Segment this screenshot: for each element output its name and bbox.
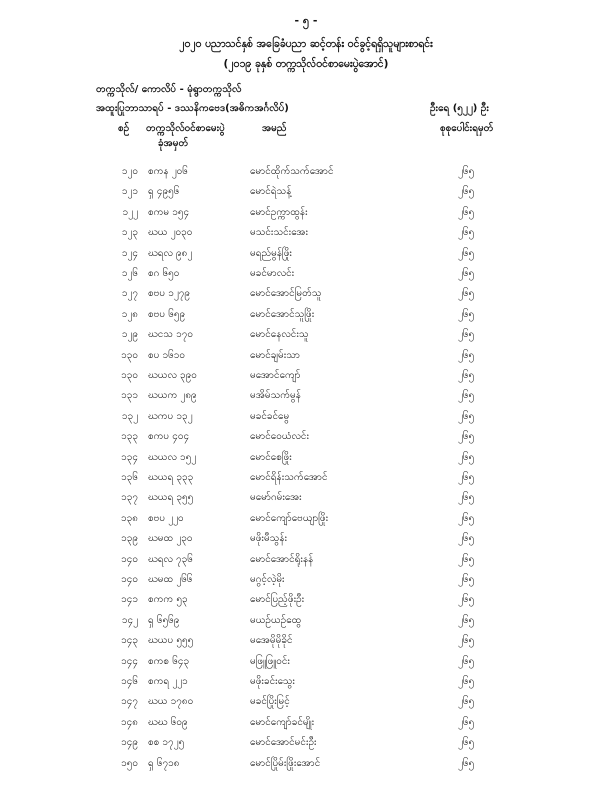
- row-exam-id: ဃယလ ၁၅၂: [148, 451, 197, 463]
- page-number: - ၅ -: [294, 14, 318, 27]
- row-score: ၂၆၅: [458, 166, 475, 177]
- table-row: [0, 633, 612, 649]
- row-score: ၂၆၅: [458, 329, 475, 341]
- row-exam-id: စကက ၅၃: [148, 594, 188, 606]
- row-name: မောင်ပြိုမ်းဖြိုးအောင်: [250, 757, 321, 769]
- row-score: ၂၆၅: [458, 451, 475, 463]
- table-row: [0, 286, 612, 302]
- row-number: ၁၂၄: [121, 247, 138, 259]
- row-number: ၁၃၉: [121, 533, 138, 545]
- row-number: ၁၂၁: [121, 186, 138, 198]
- row-exam-id: ဃယ ၂၀၃၀: [148, 227, 193, 239]
- row-number: ၁၂၆: [121, 268, 138, 279]
- table-row: [0, 348, 612, 364]
- row-exam-id: ဃမထ ၂၃၀: [148, 533, 193, 545]
- row-name: မောင်အောင်မြတ်သူ: [250, 288, 322, 300]
- row-exam-id: စစ ၁၇၂၅: [148, 737, 185, 749]
- table-row: [0, 450, 612, 466]
- row-name: မဖြူဖြူဝင်း: [250, 655, 290, 667]
- row-name: မောင်အောင်မင်းဦး: [250, 737, 317, 749]
- row-exam-id: ဃယ ၁၇၈၀: [148, 696, 194, 708]
- row-name: မသင်းသင်းအေး: [250, 227, 308, 239]
- table-row: [0, 572, 612, 588]
- row-number: ၁၂၇: [121, 288, 138, 300]
- row-name: မခင်မာလင်း: [250, 268, 295, 279]
- row-name: မောင်ပြည့်ဖိုးဦး: [250, 594, 305, 606]
- row-score: ၂၆၅: [458, 410, 475, 422]
- header-name: အမည်: [262, 123, 287, 134]
- row-score: ၂၆၅: [458, 431, 475, 443]
- row-name: မောင်အောင်ရိုးနန်: [250, 553, 314, 565]
- header-score: စုစုပေါင်းရမှတ်: [440, 123, 494, 134]
- row-score: ၂၆၅: [458, 614, 475, 626]
- row-exam-id: စပ ၁၆၁၀: [148, 349, 186, 361]
- table-row: [0, 164, 612, 180]
- row-score: ၂၆၅: [458, 206, 475, 218]
- table-row: [0, 552, 612, 568]
- row-score: ၂၆၅: [458, 533, 475, 545]
- row-number: ၁၂၂: [122, 206, 138, 218]
- row-score: ၂၆၅: [458, 696, 475, 708]
- row-exam-id: စဂ ၆၅၀: [148, 268, 180, 279]
- row-name: မမော်ဂမ်းအေး: [250, 492, 302, 504]
- row-name: မဖိုးမီသွန်း: [250, 533, 288, 545]
- row-score: ၂၆၅: [458, 492, 475, 504]
- row-number: ၁၄၀: [121, 553, 138, 565]
- row-score: ၂၆၅: [458, 288, 475, 300]
- row-number: ၁၄၈: [121, 716, 138, 728]
- row-number: ၁၃၇: [121, 492, 138, 504]
- row-number: ၁၅၀: [121, 757, 138, 769]
- table-row: [0, 613, 612, 629]
- subject-label: အထူးပြုဘာသာရပ် - ဒဿနိကဗေဒ(အဓိကအင်္ဂလိပ်): [96, 103, 289, 114]
- row-score: ၂၆၅: [458, 655, 475, 667]
- row-number: ၁၂၉: [121, 329, 138, 341]
- row-name: မောင်ဝေယံလင်း: [250, 431, 310, 443]
- row-score: ၂၆၅: [458, 268, 475, 279]
- row-name: မောင်ရိန်းသက်အောင်: [250, 472, 328, 483]
- row-score: ၂၆၅: [458, 390, 475, 402]
- table-row: [0, 225, 612, 241]
- row-exam-id: စကရ ၂၂၁: [148, 676, 188, 687]
- row-score: ၂၆၅: [458, 553, 475, 565]
- row-exam-id: ဃငသ ၁၇၀: [148, 329, 194, 341]
- row-exam-id: ဃရလ ၇၃၆: [148, 553, 193, 565]
- row-name: မောင်စေဖြိုး: [250, 451, 292, 463]
- row-score: ၂၆၅: [458, 737, 475, 749]
- table-row: [0, 531, 612, 547]
- row-score: ၂၆၅: [458, 635, 475, 647]
- row-score: ၂၆၅: [458, 512, 475, 524]
- row-score: ၂၆၅: [458, 676, 475, 687]
- row-score: ၂၆၅: [458, 370, 475, 381]
- table-row: [0, 756, 612, 772]
- row-name: မောင်ကျော်ခင်မျိုး: [250, 716, 315, 728]
- row-name: မခင်ခင်မွေ: [250, 410, 290, 422]
- row-exam-id: ရှ ၆၇၁၈: [148, 757, 180, 769]
- row-exam-id: ဃရလ ၉၈၂: [148, 247, 193, 259]
- row-name: မအိမ်သက်မွန်: [250, 390, 301, 402]
- row-name: မောင်ထိုက်သက်အောင်: [250, 166, 334, 177]
- table-row: [0, 368, 612, 384]
- row-name: မယဉ်ယဉ်ထွေ: [250, 614, 302, 626]
- row-number: ၁၄၉: [121, 737, 138, 749]
- row-number: ၁၄၇: [121, 696, 138, 708]
- row-exam-id: စဗပ ၆၅၉: [148, 308, 186, 320]
- document-title: ၂၀၂၀ ပညာသင်နှစ် အခြေခံပညာ ဆင့်တန်း ဝင်ခွင့်ရရှိသူများစာရင်း: [179, 38, 433, 50]
- table-row: [0, 592, 612, 608]
- row-exam-id: စဗပ ၂၂၀: [148, 512, 184, 524]
- row-number: ၁၃၀: [121, 349, 138, 361]
- row-name: မအေမိုမိုခိုင်: [250, 635, 293, 647]
- row-score: ၂၆၅: [458, 247, 475, 259]
- row-score: ၂၆၅: [458, 757, 475, 769]
- seat-count: ဦးရေ (၅၂၂) ဦး: [430, 103, 489, 114]
- row-exam-id: ရှ ၆၅၆၉: [148, 614, 180, 626]
- row-exam-id: စကစ ၆၄၃: [148, 655, 190, 667]
- table-row: [0, 205, 612, 221]
- row-name: မောင်ရဲသန့်: [250, 186, 292, 198]
- row-number: ၁၃၄: [121, 451, 138, 463]
- table-row: [0, 490, 612, 506]
- header-number: စဉ်: [118, 123, 130, 134]
- row-exam-id: ဃယလ ၃၉၀: [148, 370, 197, 381]
- row-name: မောင်ကျော်ဗေယျာဖြိုး: [250, 512, 329, 524]
- table-row: [0, 409, 612, 425]
- row-name: မခင်ပြိုးမြင့်: [250, 696, 290, 708]
- university-label: တက္ကသိုလ်/ ကောလိပ် - မုံရွာတက္ကသိုလ်: [96, 84, 242, 95]
- row-number: ၁၄၄: [121, 655, 138, 667]
- row-score: ၂၆၅: [458, 349, 475, 361]
- row-exam-id: ဃကပ ၁၃၂: [148, 410, 193, 422]
- row-number: ၁၂၀: [121, 166, 138, 177]
- header-exam-id: တက္ကသိုလ်ဝင်စာမေးပွဲ: [146, 123, 225, 134]
- row-number: ၁၃၀: [121, 370, 138, 381]
- row-number: ၁၃၂: [121, 410, 138, 422]
- table-row: [0, 246, 612, 262]
- table-row: [0, 429, 612, 445]
- row-name: မဂွင့်လဲ့မိုး: [250, 574, 285, 585]
- table-row: [0, 694, 612, 710]
- table-row: [0, 654, 612, 670]
- row-number: ၁၂၈: [121, 308, 138, 320]
- row-score: ၂၆၅: [458, 227, 475, 239]
- row-score: ၂၆၅: [458, 308, 475, 320]
- document-subtitle: (၂၀၁၉ ခုနှစ် တက္ကသိုလ်ဝင်စာမေးပွဲအောင်): [223, 58, 389, 70]
- row-name: မဖိုးခင်းသွေး: [250, 676, 295, 687]
- row-score: ၂၆၅: [458, 716, 475, 728]
- row-exam-id: ဃယပ ၅၅၅: [148, 635, 194, 647]
- row-score: ၂၆၅: [458, 574, 475, 585]
- row-score: ၂၆၅: [458, 186, 475, 198]
- row-exam-id: ရှ ၄၉၅၆: [148, 186, 180, 198]
- row-number: ၁၂၃: [121, 227, 138, 239]
- row-number: ၁၄၂: [121, 614, 138, 626]
- row-exam-id: စကန ၂၀၆: [148, 166, 188, 177]
- row-name: မအောင်ကျော်: [250, 370, 301, 381]
- table-row: [0, 674, 612, 690]
- row-exam-id: စဗပ ၁၂၇၉: [148, 288, 191, 300]
- row-exam-id: ဃယရ ၃၅၅: [148, 492, 194, 504]
- table-row: [0, 307, 612, 323]
- row-score: ၂၆၅: [458, 472, 475, 483]
- table-row: [0, 735, 612, 751]
- row-number: ၁၄၃: [121, 635, 138, 647]
- header-exam-id-line2: ခုံအမှတ်: [158, 138, 189, 149]
- row-number: ၁၃၁: [121, 390, 138, 402]
- table-row: [0, 470, 612, 486]
- row-exam-id: ဃဃ ၆၀၉: [148, 716, 188, 728]
- row-name: မောင်နေလင်းသူ: [250, 329, 309, 341]
- row-name: မရည်မွန်ဖြိုး: [250, 247, 292, 259]
- row-exam-id: ဃယရ ၃၃၃: [148, 472, 194, 483]
- row-number: ၁၃၆: [121, 472, 138, 483]
- table-row: [0, 184, 612, 200]
- row-name: မောင်ဥက္ကာထွန်း: [250, 206, 308, 218]
- row-exam-id: စကပ ၄၀၄: [148, 431, 190, 443]
- table-row: [0, 266, 612, 282]
- row-number: ၁၄၀: [121, 574, 138, 585]
- row-number: ၁၄၆: [121, 676, 138, 687]
- row-exam-id: စကမ ၁၅၄: [148, 206, 190, 218]
- row-number: ၁၄၁: [121, 594, 138, 606]
- table-row: [0, 511, 612, 527]
- table-row: [0, 715, 612, 731]
- table-row: [0, 327, 612, 343]
- row-name: မောင်အောင်သူဖြိုး: [250, 308, 315, 320]
- row-exam-id: ဃမထ ၂၆၆: [148, 574, 193, 585]
- row-score: ၂၆၅: [458, 594, 475, 606]
- row-number: ၁၃၈: [121, 512, 138, 524]
- table-row: [0, 388, 612, 404]
- row-name: မောင်ချမ်းသာ: [250, 349, 301, 361]
- row-number: ၁၃၃: [121, 431, 138, 443]
- row-exam-id: ဃယက ၂၈၉: [148, 390, 197, 402]
